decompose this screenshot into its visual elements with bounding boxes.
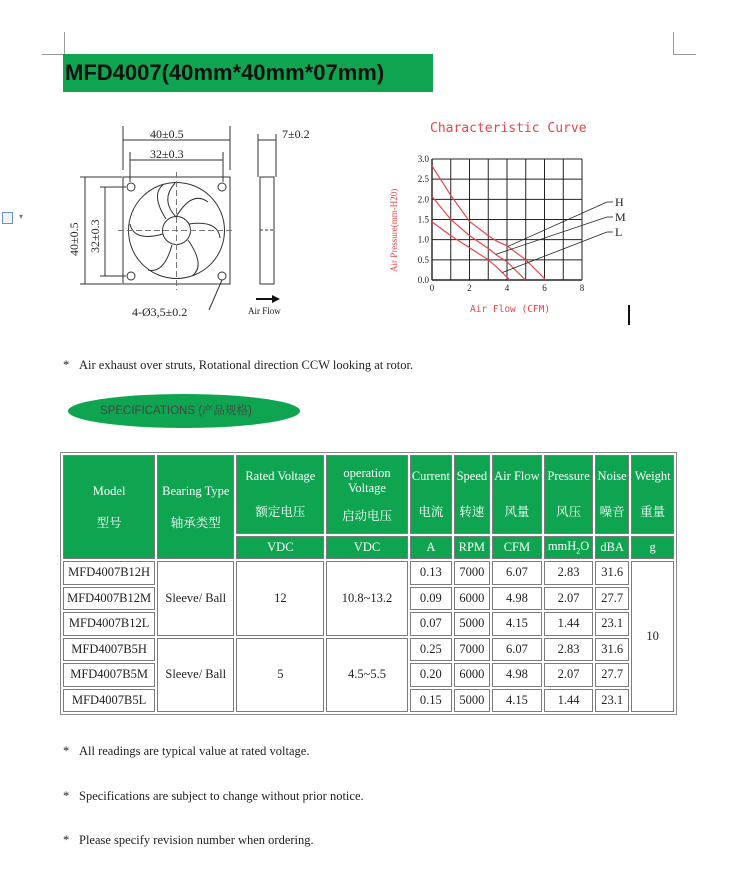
cell-current: 0.09 — [410, 587, 453, 611]
cell-noise: 31.6 — [595, 561, 629, 585]
cell-current: 0.07 — [410, 612, 453, 636]
cell-noise: 23.1 — [595, 689, 629, 713]
fan-drawing — [60, 120, 335, 325]
note-bullet: * — [63, 833, 70, 847]
table-row — [63, 561, 674, 585]
cell-noise: 31.6 — [595, 638, 629, 662]
side-note-icon[interactable] — [2, 212, 13, 224]
cell-speed: 6000 — [454, 663, 489, 687]
cell-noise: 27.7 — [595, 663, 629, 687]
header-operation-voltage: operation Voltage 启动电压 — [326, 455, 407, 534]
header-speed: Speed 转速 — [454, 455, 489, 534]
chart-title: Characteristic Curve — [430, 121, 587, 136]
page-corner-top-left — [42, 32, 65, 55]
cell-pressure: 2.83 — [544, 561, 593, 585]
chart-xtick-label: 2 — [467, 283, 472, 293]
cell-airflow: 4.15 — [492, 689, 543, 713]
cell-airflow: 6.07 — [492, 561, 543, 585]
cell-noise: 27.7 — [595, 587, 629, 611]
cell-speed: 7000 — [454, 561, 489, 585]
unit-cell: dBA — [595, 536, 629, 559]
cell-airflow: 4.98 — [492, 663, 543, 687]
cell-current: 0.15 — [410, 689, 453, 713]
specifications-badge: SPECIFICATIONS (产品规格) — [68, 394, 300, 428]
cell-bearing: Sleeve/ Ball — [157, 561, 234, 636]
characteristic-curve-chart — [375, 114, 645, 319]
text-cursor — [628, 305, 630, 325]
cell-current: 0.13 — [410, 561, 453, 585]
header-model: Model 型号 — [63, 455, 155, 559]
cell-operation-voltage: 10.8~13.2 — [326, 561, 407, 636]
chart-ytick-label: 3.0 — [417, 154, 429, 164]
cell-rated-voltage: 5 — [236, 638, 324, 713]
unit-cell: mmH$_2$O — [544, 536, 593, 559]
header-bearing: Bearing Type 轴承类型 — [157, 455, 234, 559]
cell-speed: 6000 — [454, 587, 489, 611]
note-text: Air exhaust over struts, Rotational direction CCW looking at rotor. — [79, 358, 414, 372]
page-corner-top-right — [673, 32, 696, 55]
chart-xlabel: Air Flow (CFM) — [470, 304, 551, 315]
dim-thickness-label: 7±0.2 — [282, 127, 310, 141]
note-bullet: * — [63, 789, 70, 803]
note-bullet: * — [63, 358, 70, 372]
header-weight: Weight 重量 — [631, 455, 674, 534]
cell-current: 0.20 — [410, 663, 453, 687]
note-airflow — [63, 358, 413, 373]
airflow-label: Air Flow — [248, 306, 281, 316]
chart-legend-leader — [502, 232, 607, 273]
spec-table — [60, 452, 677, 715]
note-bullet: * — [63, 744, 70, 758]
cell-speed: 7000 — [454, 638, 489, 662]
chart-legend-label: M — [615, 210, 626, 224]
note-text: All readings are typical value at rated voltage. — [79, 744, 310, 758]
chart-series-h — [432, 166, 546, 280]
note-specs-change — [63, 789, 364, 804]
side-dropdown-icon[interactable]: ▾ — [19, 212, 24, 221]
chart-xtick-label: 0 — [429, 283, 435, 293]
chart-legend-label: H — [615, 195, 624, 209]
cell-pressure: 1.44 — [544, 612, 593, 636]
chart-series-m — [432, 197, 525, 281]
header-pressure: Pressure 风压 — [544, 455, 593, 534]
table-header-row — [63, 455, 674, 534]
cell-model: MFD4007B12L — [63, 612, 155, 636]
note-text: Please specify revision number when ordering. — [79, 833, 314, 847]
chart-ytick-label: 2.0 — [417, 194, 429, 205]
note-readings — [63, 744, 309, 759]
page-title: MFD4007(40mm*40mm*07mm) — [63, 54, 433, 92]
airflow-arrow-icon — [256, 295, 280, 303]
dim-hole-spacing-v-label: 32±0.3 — [88, 219, 102, 253]
cell-airflow: 6.07 — [492, 638, 543, 662]
unit-cell: RPM — [454, 536, 489, 559]
cell-model: MFD4007B5L — [63, 689, 155, 713]
dim-height-label: 40±0.5 — [67, 222, 81, 256]
chart-ytick-label: 0.0 — [417, 275, 429, 285]
cell-airflow: 4.98 — [492, 587, 543, 611]
table-row — [63, 638, 674, 662]
chart-legend-leader — [496, 217, 607, 254]
chart-xtick-label: 8 — [579, 283, 585, 293]
header-current: Current 电流 — [410, 455, 453, 534]
chart-ytick-label: 0.5 — [417, 254, 429, 265]
cell-model: MFD4007B5H — [63, 638, 155, 662]
cell-pressure: 2.07 — [544, 663, 593, 687]
header-airflow: Air Flow 风量 — [492, 455, 543, 534]
cell-pressure: 2.83 — [544, 638, 593, 662]
chart-xtick-label: 4 — [504, 283, 510, 293]
cell-pressure: 1.44 — [544, 689, 593, 713]
chart-ytick-label: 1.5 — [417, 214, 429, 225]
cell-airflow: 4.15 — [492, 612, 543, 636]
note-revision — [63, 833, 314, 848]
chart-ytick-label: 2.5 — [417, 174, 429, 185]
cell-model: MFD4007B12M — [63, 587, 155, 611]
note-text: Specifications are subject to change without prior notice. — [79, 789, 364, 803]
chart-xtick-label: 6 — [542, 283, 547, 293]
cell-speed: 5000 — [454, 612, 489, 636]
unit-cell: VDC — [236, 536, 324, 559]
cell-speed: 5000 — [454, 689, 489, 713]
cell-current: 0.25 — [410, 638, 453, 662]
dim-width-label: 40±0.5 — [150, 127, 184, 141]
chart-series-l — [432, 222, 510, 280]
cell-pressure: 2.07 — [544, 587, 593, 611]
chart-legend-label: L — [615, 225, 623, 239]
header-rated-voltage: Rated Voltage 额定电压 — [236, 455, 324, 534]
cell-bearing: Sleeve/ Ball — [157, 638, 234, 713]
unit-cell: VDC — [326, 536, 407, 559]
cell-noise: 23.1 — [595, 612, 629, 636]
cell-model: MFD4007B5M — [63, 663, 155, 687]
unit-cell: g — [631, 536, 674, 559]
cell-rated-voltage: 12 — [236, 561, 324, 636]
header-noise: Noise 噪音 — [595, 455, 629, 534]
chart-ytick-label: 1.0 — [417, 234, 429, 245]
cell-operation-voltage: 4.5~5.5 — [326, 638, 407, 713]
dim-hole-spacing-label: 32±0.3 — [150, 147, 184, 161]
unit-cell: A — [410, 536, 453, 559]
unit-cell: CFM — [492, 536, 543, 559]
cell-weight: 10 — [631, 561, 674, 712]
dim-hole-label: 4-Ø3,5±0.2 — [132, 305, 188, 319]
chart-ylabel: Air Pressure(mm-H20) — [389, 188, 399, 272]
cell-model: MFD4007B12H — [63, 561, 155, 585]
